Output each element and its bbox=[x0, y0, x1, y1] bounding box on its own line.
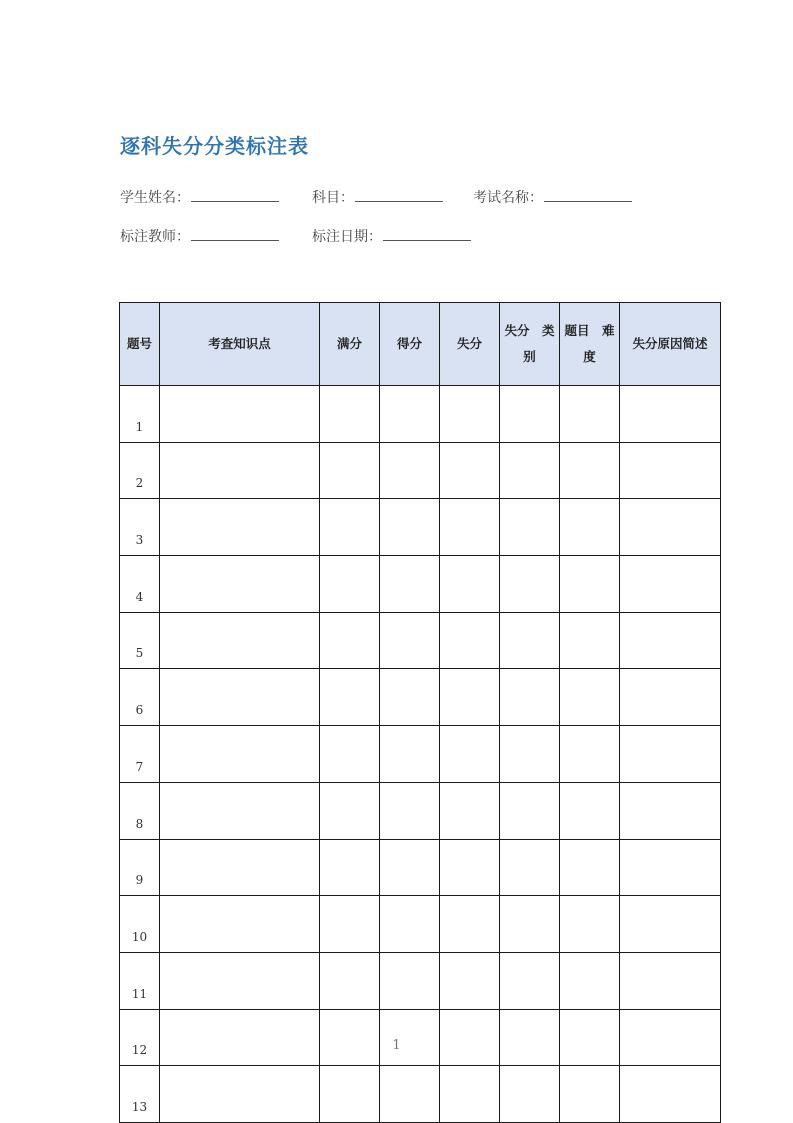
reason-cell[interactable] bbox=[620, 386, 721, 443]
score-cell[interactable] bbox=[380, 386, 440, 443]
reason-cell[interactable] bbox=[620, 499, 721, 556]
reason-cell[interactable] bbox=[620, 952, 721, 1009]
full-score-cell[interactable] bbox=[320, 442, 380, 499]
lost-type-cell[interactable] bbox=[500, 669, 560, 726]
lost-type-cell[interactable] bbox=[500, 896, 560, 953]
header-difficulty-line1: 题目 难 bbox=[564, 323, 615, 338]
row-number: 10 bbox=[120, 896, 160, 953]
row-number: 5 bbox=[120, 612, 160, 669]
table-row bbox=[120, 499, 721, 556]
difficulty-cell[interactable] bbox=[560, 839, 620, 896]
teacher-field bbox=[120, 226, 279, 246]
full-score-cell[interactable] bbox=[320, 1066, 380, 1123]
full-score-cell[interactable] bbox=[320, 726, 380, 783]
reason-cell[interactable] bbox=[620, 839, 721, 896]
difficulty-cell[interactable] bbox=[560, 896, 620, 953]
table-row bbox=[120, 556, 721, 613]
score-cell[interactable] bbox=[380, 556, 440, 613]
page-number: 1 bbox=[392, 1038, 401, 1053]
knowledge-point-cell[interactable] bbox=[160, 442, 320, 499]
row-number: 1 bbox=[120, 386, 160, 443]
row-number: 6 bbox=[120, 669, 160, 726]
reason-cell[interactable] bbox=[620, 896, 721, 953]
lost-type-cell[interactable] bbox=[500, 612, 560, 669]
knowledge-point-cell[interactable] bbox=[160, 499, 320, 556]
difficulty-cell[interactable] bbox=[560, 556, 620, 613]
student-name-field bbox=[120, 187, 279, 207]
row-number: 9 bbox=[120, 839, 160, 896]
lost-type-cell[interactable] bbox=[500, 782, 560, 839]
header-lost-type bbox=[500, 303, 560, 386]
lost-type-cell[interactable] bbox=[500, 952, 560, 1009]
knowledge-point-cell[interactable] bbox=[160, 612, 320, 669]
lost-cell[interactable] bbox=[440, 896, 500, 953]
difficulty-cell[interactable] bbox=[560, 782, 620, 839]
exam-name-field bbox=[473, 187, 632, 207]
row-number: 13 bbox=[120, 1066, 160, 1123]
lost-cell[interactable] bbox=[440, 442, 500, 499]
date-label: 标注日期： bbox=[312, 229, 382, 245]
full-score-cell[interactable] bbox=[320, 669, 380, 726]
table-row bbox=[120, 612, 721, 669]
lost-type-cell[interactable] bbox=[500, 556, 560, 613]
row-number: 7 bbox=[120, 726, 160, 783]
lost-cell[interactable] bbox=[440, 1066, 500, 1123]
header-score: 得分 bbox=[380, 303, 440, 386]
reason-cell[interactable] bbox=[620, 1066, 721, 1123]
date-blank[interactable] bbox=[383, 226, 471, 241]
score-cell[interactable] bbox=[380, 669, 440, 726]
lost-cell[interactable] bbox=[440, 669, 500, 726]
reason-cell[interactable] bbox=[620, 442, 721, 499]
lost-cell[interactable] bbox=[440, 726, 500, 783]
header-lost: 失分 bbox=[440, 303, 500, 386]
lost-type-cell[interactable] bbox=[500, 726, 560, 783]
knowledge-point-cell[interactable] bbox=[160, 726, 320, 783]
full-score-cell[interactable] bbox=[320, 556, 380, 613]
difficulty-cell[interactable] bbox=[560, 952, 620, 1009]
student-name-blank[interactable] bbox=[191, 187, 279, 202]
reason-cell[interactable] bbox=[620, 612, 721, 669]
score-cell[interactable] bbox=[380, 499, 440, 556]
header-difficulty-line2: 度 bbox=[583, 349, 596, 364]
table-row bbox=[120, 442, 721, 499]
difficulty-cell[interactable] bbox=[560, 442, 620, 499]
full-score-cell[interactable] bbox=[320, 612, 380, 669]
teacher-blank[interactable] bbox=[191, 226, 279, 241]
lost-type-cell[interactable] bbox=[500, 839, 560, 896]
knowledge-point-cell[interactable] bbox=[160, 1066, 320, 1123]
lost-cell[interactable] bbox=[440, 499, 500, 556]
row-number: 3 bbox=[120, 499, 160, 556]
row-number: 8 bbox=[120, 782, 160, 839]
knowledge-point-cell[interactable] bbox=[160, 839, 320, 896]
header-reason: 失分原因简述 bbox=[620, 303, 721, 386]
lost-cell[interactable] bbox=[440, 612, 500, 669]
reason-cell[interactable] bbox=[620, 726, 721, 783]
table-row bbox=[120, 1066, 721, 1123]
score-cell[interactable] bbox=[380, 782, 440, 839]
table-row bbox=[120, 726, 721, 783]
header-difficulty bbox=[560, 303, 620, 386]
full-score-cell[interactable] bbox=[320, 896, 380, 953]
document-title: 逐科失分分类标注表 bbox=[120, 134, 309, 158]
table-row bbox=[120, 896, 721, 953]
table-row bbox=[120, 669, 721, 726]
full-score-cell[interactable] bbox=[320, 782, 380, 839]
loss-classification-table bbox=[119, 302, 721, 1123]
row-number: 11 bbox=[120, 952, 160, 1009]
score-cell[interactable] bbox=[380, 612, 440, 669]
lost-cell[interactable] bbox=[440, 782, 500, 839]
exam-name-blank[interactable] bbox=[544, 187, 632, 202]
reason-cell[interactable] bbox=[620, 782, 721, 839]
exam-name-label: 考试名称： bbox=[473, 190, 543, 206]
score-cell[interactable] bbox=[380, 839, 440, 896]
subject-blank[interactable] bbox=[355, 187, 443, 202]
header-lost-type-line1: 失分 类 bbox=[504, 323, 555, 338]
difficulty-cell[interactable] bbox=[560, 612, 620, 669]
subject-field bbox=[312, 187, 443, 207]
header-number: 题号 bbox=[120, 303, 160, 386]
row-number: 4 bbox=[120, 556, 160, 613]
score-cell[interactable] bbox=[380, 952, 440, 1009]
full-score-cell[interactable] bbox=[320, 499, 380, 556]
date-field bbox=[312, 226, 471, 246]
lost-cell[interactable] bbox=[440, 952, 500, 1009]
table-row bbox=[120, 386, 721, 443]
full-score-cell[interactable] bbox=[320, 386, 380, 443]
knowledge-point-cell[interactable] bbox=[160, 896, 320, 953]
row-number: 2 bbox=[120, 442, 160, 499]
knowledge-point-cell[interactable] bbox=[160, 782, 320, 839]
difficulty-cell[interactable] bbox=[560, 499, 620, 556]
lost-type-cell[interactable] bbox=[500, 1066, 560, 1123]
student-name-label: 学生姓名： bbox=[120, 190, 190, 206]
difficulty-cell[interactable] bbox=[560, 726, 620, 783]
lost-type-cell[interactable] bbox=[500, 499, 560, 556]
score-cell[interactable] bbox=[380, 1066, 440, 1123]
lost-cell[interactable] bbox=[440, 386, 500, 443]
knowledge-point-cell[interactable] bbox=[160, 556, 320, 613]
subject-label: 科目： bbox=[312, 190, 354, 206]
header-knowledge-point: 考查知识点 bbox=[160, 303, 320, 386]
table-row bbox=[120, 839, 721, 896]
difficulty-cell[interactable] bbox=[560, 669, 620, 726]
table-body bbox=[120, 386, 721, 1123]
reason-cell[interactable] bbox=[620, 556, 721, 613]
teacher-label: 标注教师： bbox=[120, 229, 190, 245]
knowledge-point-cell[interactable] bbox=[160, 386, 320, 443]
difficulty-cell[interactable] bbox=[560, 386, 620, 443]
knowledge-point-cell[interactable] bbox=[160, 952, 320, 1009]
full-score-cell[interactable] bbox=[320, 839, 380, 896]
header-lost-type-line2: 别 bbox=[523, 349, 536, 364]
lost-type-cell[interactable] bbox=[500, 442, 560, 499]
difficulty-cell[interactable] bbox=[560, 1066, 620, 1123]
table-row bbox=[120, 782, 721, 839]
row-number: 12 bbox=[120, 1009, 160, 1066]
table-row bbox=[120, 952, 721, 1009]
score-cell[interactable] bbox=[380, 896, 440, 953]
knowledge-point-cell[interactable] bbox=[160, 669, 320, 726]
table-header-row bbox=[120, 303, 721, 386]
lost-type-cell[interactable] bbox=[500, 386, 560, 443]
score-cell[interactable] bbox=[380, 442, 440, 499]
lost-cell[interactable] bbox=[440, 839, 500, 896]
score-cell[interactable] bbox=[380, 726, 440, 783]
full-score-cell[interactable] bbox=[320, 952, 380, 1009]
header-full-score: 满分 bbox=[320, 303, 380, 386]
reason-cell[interactable] bbox=[620, 669, 721, 726]
lost-cell[interactable] bbox=[440, 556, 500, 613]
